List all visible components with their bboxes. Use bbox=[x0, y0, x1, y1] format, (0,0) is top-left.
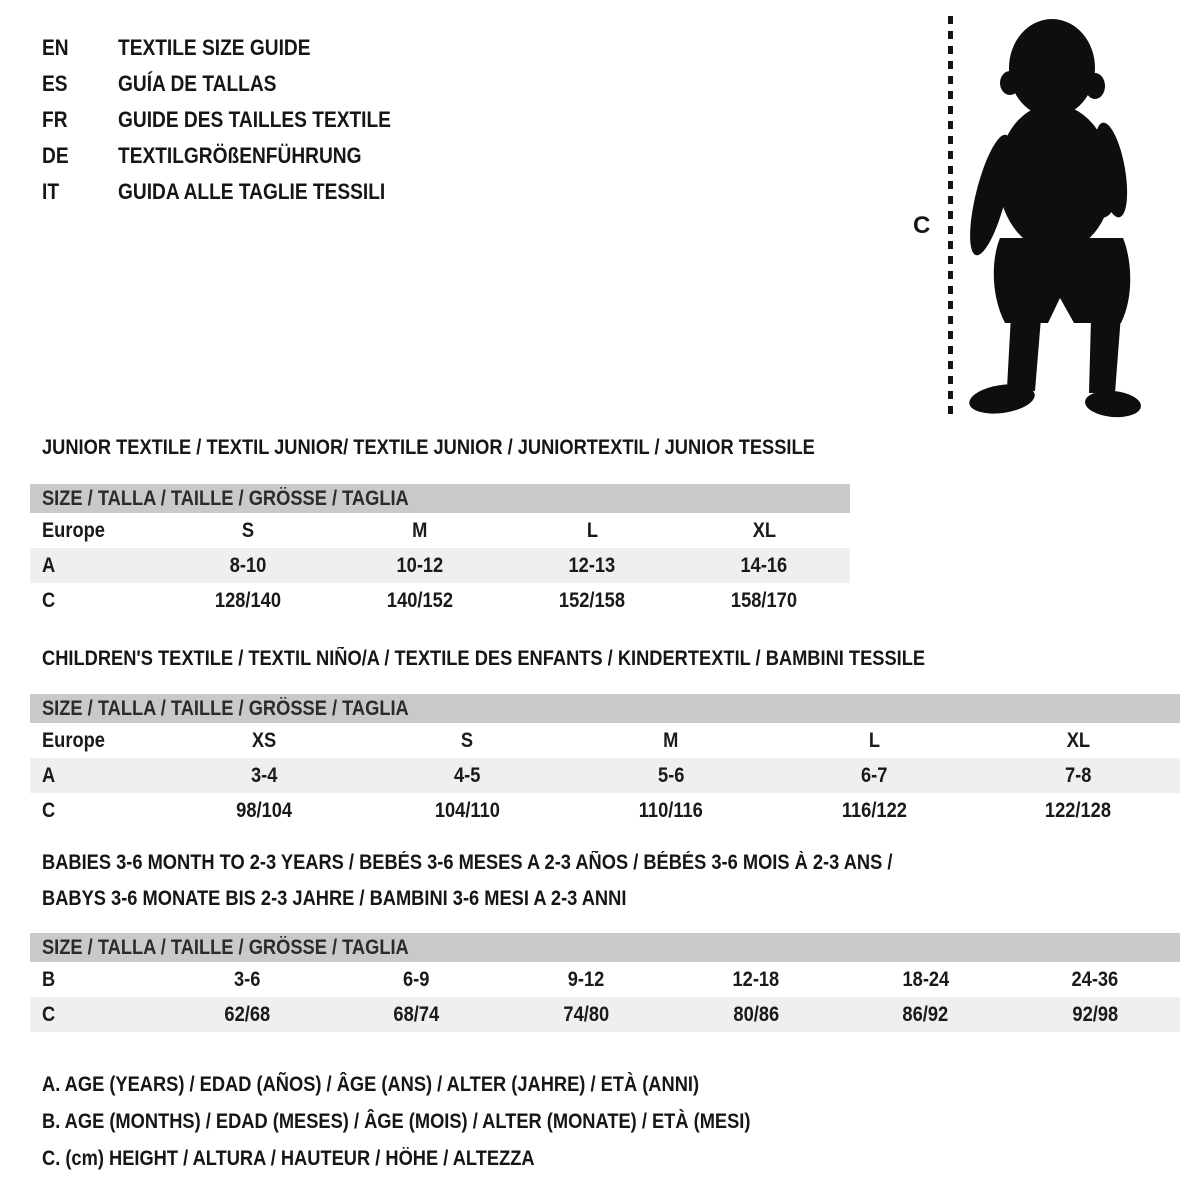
language-code-es: ES bbox=[42, 71, 68, 96]
language-code-de: DE bbox=[42, 143, 69, 168]
height-cell: 104/110 bbox=[434, 798, 500, 822]
language-code-it: IT bbox=[42, 179, 60, 204]
height-cell: 116/122 bbox=[842, 798, 908, 822]
size-cell: S bbox=[461, 728, 474, 752]
guide-title-es: GUÍA DE TALLAS bbox=[118, 71, 277, 96]
height-cell: 110/116 bbox=[638, 798, 703, 822]
size-cell: XS bbox=[251, 728, 276, 752]
height-cell: 140/152 bbox=[386, 588, 454, 612]
row-label-europe: Europe bbox=[42, 728, 105, 752]
language-row-de bbox=[42, 138, 432, 174]
months-cell: 6-9 bbox=[403, 967, 430, 991]
table-row-children-height bbox=[30, 793, 1180, 828]
babies-size-header-text: SIZE / TALLA / TAILLE / GRÖSSE / TAGLIA bbox=[42, 935, 409, 959]
language-row-es bbox=[42, 66, 432, 102]
language-row-en bbox=[42, 30, 432, 66]
size-cell: XL bbox=[752, 518, 776, 542]
age-cell: 3-4 bbox=[250, 763, 277, 787]
junior-size-header-text: SIZE / TALLA / TAILLE / GRÖSSE / TAGLIA bbox=[42, 486, 409, 510]
size-cell: L bbox=[868, 728, 881, 752]
months-cell: 3-6 bbox=[233, 967, 261, 991]
junior-section-title-text: JUNIOR TEXTILE / TEXTIL JUNIOR/ TEXTILE JUNIOR / JUNIORTEXTIL / JUNIOR TESSILE bbox=[42, 436, 815, 459]
height-cell: 80/86 bbox=[732, 1002, 779, 1026]
legend-line-c bbox=[42, 1140, 856, 1177]
row-label-b: B bbox=[42, 967, 56, 991]
height-cell: 98/104 bbox=[235, 798, 292, 822]
toddler-silhouette-icon bbox=[955, 10, 1165, 422]
guide-title-it: GUIDA ALLE TAGLIE TESSILI bbox=[118, 179, 386, 204]
legend-text-c: C. (cm) HEIGHT / ALTURA / HAUTEUR / HÖHE / ALTEZZA bbox=[42, 1146, 535, 1170]
months-cell: 12-18 bbox=[732, 967, 780, 991]
legend-line-a bbox=[42, 1066, 856, 1103]
legend-line-b bbox=[42, 1103, 856, 1140]
language-row-fr bbox=[42, 102, 432, 138]
height-cell: 128/140 bbox=[214, 588, 282, 612]
months-cell: 9-12 bbox=[567, 967, 605, 991]
age-cell: 5-6 bbox=[657, 763, 685, 787]
table-row-babies-months bbox=[30, 962, 1180, 997]
guide-title-en: TEXTILE SIZE GUIDE bbox=[118, 35, 311, 60]
children-size-table bbox=[30, 694, 1180, 828]
row-label-a: A bbox=[42, 553, 56, 577]
row-label-europe: Europe bbox=[42, 518, 105, 542]
babies-size-table bbox=[30, 933, 1180, 1032]
table-row-children-age bbox=[30, 758, 1180, 793]
size-cell: S bbox=[241, 518, 255, 542]
size-cell: M bbox=[412, 518, 428, 542]
language-code-en: EN bbox=[42, 35, 69, 60]
height-cell: 122/128 bbox=[1045, 798, 1112, 822]
language-row-it bbox=[42, 174, 432, 210]
table-row-children-europe bbox=[30, 723, 1180, 758]
age-cell: 8-10 bbox=[229, 553, 267, 577]
children-section-title bbox=[42, 641, 1057, 677]
height-cell: 92/98 bbox=[1072, 1002, 1119, 1026]
row-label-c: C bbox=[42, 588, 56, 612]
age-cell: 14-16 bbox=[740, 553, 788, 577]
size-cell: L bbox=[586, 518, 598, 542]
babies-section-title-line2: BABYS 3-6 MONATE BIS 2-3 JAHRE / BAMBINI 3-6 MESI A 2-3 ANNI bbox=[42, 887, 627, 910]
language-code-fr: FR bbox=[42, 107, 68, 132]
height-marker-label: C bbox=[913, 212, 931, 239]
row-label-a: A bbox=[42, 763, 56, 787]
age-cell: 10-12 bbox=[396, 553, 444, 577]
children-section-title-text: CHILDREN'S TEXTILE / TEXTIL NIÑO/A / TEXTILE DES ENFANTS / KINDERTEXTIL / BAMBINI TESSILE bbox=[42, 647, 926, 670]
junior-size-header-band bbox=[30, 484, 850, 513]
months-cell: 18-24 bbox=[902, 967, 949, 991]
language-title-list bbox=[42, 30, 432, 210]
babies-section-title-line1: BABIES 3-6 MONTH TO 2-3 YEARS / BEBÉS 3-6 MESES A 2-3 AÑOS / BÉBÉS 3-6 MOIS À 2-3 ANS / bbox=[42, 851, 893, 874]
babies-section-title bbox=[42, 845, 1020, 917]
table-row-babies-height bbox=[30, 997, 1180, 1032]
height-cell: 74/80 bbox=[563, 1002, 610, 1026]
children-size-header-text: SIZE / TALLA / TAILLE / GRÖSSE / TAGLIA bbox=[42, 696, 409, 720]
children-size-header-band bbox=[30, 694, 1180, 723]
months-cell: 24-36 bbox=[1071, 967, 1119, 991]
height-dashed-line bbox=[948, 16, 953, 416]
junior-section-title bbox=[42, 430, 930, 466]
table-row-junior-age bbox=[30, 548, 850, 583]
row-label-c: C bbox=[42, 798, 56, 822]
age-cell: 7-8 bbox=[1064, 763, 1092, 787]
guide-title-fr: GUIDE DES TAILLES TEXTILE bbox=[118, 107, 391, 132]
height-cell: 158/170 bbox=[730, 588, 798, 612]
babies-size-header-band bbox=[30, 933, 1180, 962]
row-label-c: C bbox=[42, 1002, 56, 1026]
height-cell: 68/74 bbox=[393, 1002, 440, 1026]
size-cell: M bbox=[663, 728, 679, 752]
age-cell: 12-13 bbox=[568, 553, 616, 577]
junior-size-table bbox=[30, 484, 850, 618]
height-cell: 62/68 bbox=[223, 1002, 270, 1026]
table-row-junior-height bbox=[30, 583, 850, 618]
height-cell: 86/92 bbox=[902, 1002, 949, 1026]
age-cell: 6-7 bbox=[861, 763, 888, 787]
table-row-junior-europe bbox=[30, 513, 850, 548]
legend-text-b: B. AGE (MONTHS) / EDAD (MESES) / ÂGE (MOIS) / ALTER (MONATE) / ETÀ (MESI) bbox=[42, 1109, 751, 1133]
guide-title-de: TEXTILGRÖßENFÜHRUNG bbox=[118, 143, 362, 168]
legend bbox=[42, 1066, 856, 1177]
legend-text-a: A. AGE (YEARS) / EDAD (AÑOS) / ÂGE (ANS) / ALTER (JAHRE) / ETÀ (ANNI) bbox=[42, 1072, 700, 1096]
age-cell: 4-5 bbox=[454, 763, 481, 787]
height-cell: 152/158 bbox=[558, 588, 626, 612]
size-cell: XL bbox=[1066, 728, 1090, 752]
